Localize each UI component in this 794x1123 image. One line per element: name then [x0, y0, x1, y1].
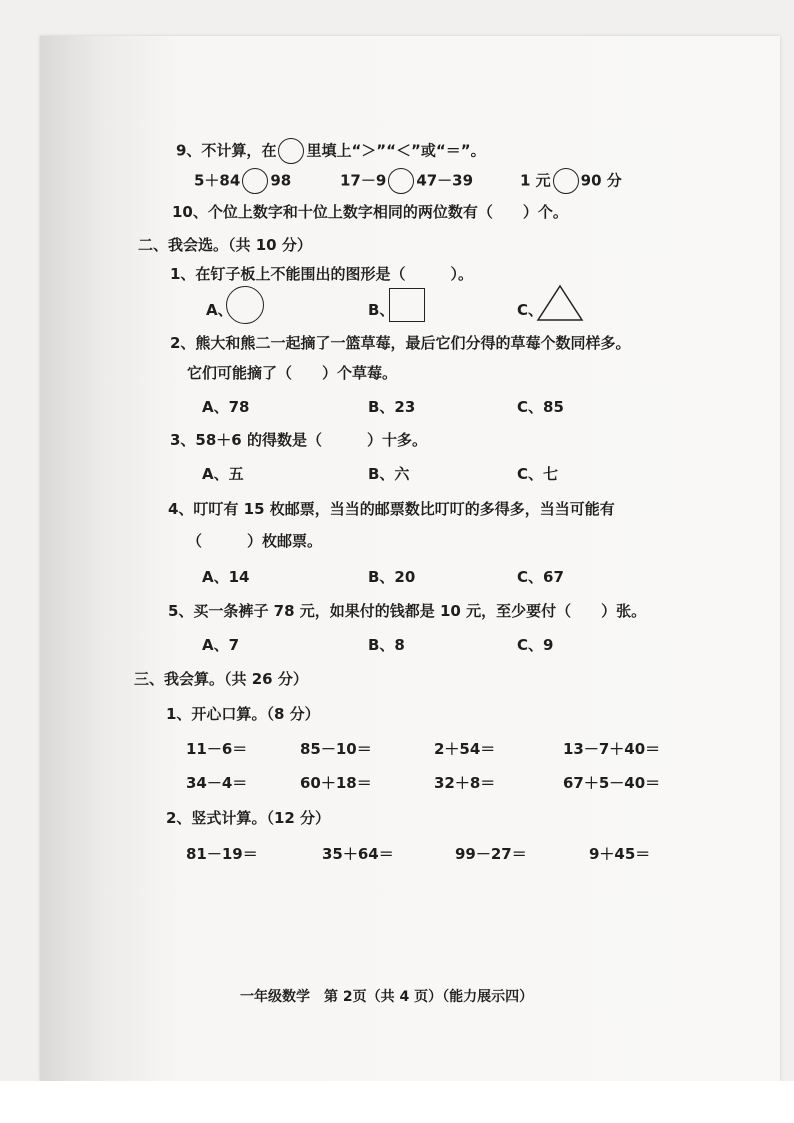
s2-q1-option-b: B、: [368, 301, 395, 319]
calc-r1-c1: 11－6＝: [186, 740, 248, 758]
s2-q2-option-c: C、85: [517, 398, 564, 416]
s3-sub2-title: 2、竖式计算。（12 分）: [166, 809, 331, 827]
s2-q3-option-c: C、七: [517, 465, 559, 483]
q9-text-b: 里填上“＞”“＜”或“＝”。: [306, 141, 486, 160]
calc-r2-c2: 60＋18＝: [300, 774, 372, 792]
answer-circle-icon: [278, 138, 304, 164]
q9-item-3-right: 90 分: [580, 171, 622, 190]
s2-q1-text: 1、在钉子板上不能围出的图形是（ ）。: [170, 265, 473, 283]
q9-item-3-left: 1 元: [520, 171, 551, 190]
q9-item-2: [340, 168, 473, 194]
calc-r2-c1: 34－4＝: [186, 774, 248, 792]
calc-r1-c4: 13－7＋40＝: [563, 740, 661, 758]
s3-sub1-title: 1、开心口算。（8 分）: [166, 705, 320, 723]
q9-item-1-left: 5＋84: [194, 171, 241, 190]
q9-text-a: 9、不计算，在: [176, 141, 277, 160]
s2-q1-option-c: C、: [517, 301, 544, 319]
q10: 10、个位上数字和十位上数字相同的两位数有（ ）个。: [172, 203, 568, 221]
s2-q4-option-c: C、67: [517, 568, 564, 586]
s2-q5-text: 5、买一条裤子 78 元，如果付的钱都是 10 元，至少要付（ ）张。: [168, 602, 647, 620]
section2-title: 二、我会选。（共 10 分）: [138, 236, 312, 254]
page-footer: 一年级数学 第 2页（共 4 页）（能力展示四）: [240, 989, 534, 1005]
s2-q5-option-b: B、8: [368, 636, 405, 654]
s2-q3-text: 3、58＋6 的得数是（ ）十多。: [170, 431, 427, 449]
calc-r1-c2: 85－10＝: [300, 740, 372, 758]
calc-r2-c4: 67＋5－40＝: [563, 774, 661, 792]
s2-q5-option-a: A、7: [202, 636, 240, 654]
bottom-margin: [0, 1081, 794, 1123]
q9-item-1: [194, 168, 291, 194]
q9-item-1-right: 98: [270, 171, 292, 190]
s2-q2-option-b: B、23: [368, 398, 416, 416]
q9-instruction: [176, 138, 486, 164]
s2-q2-line1: 2、熊大和熊二一起摘了一篮草莓，最后它们分得的草莓个数同样多。: [170, 334, 631, 352]
calc-r3-c1: 81－19＝: [186, 845, 258, 863]
triangle-shape-icon: [536, 284, 584, 322]
s2-q4-line1: 4、叮叮有 15 枚邮票，当当的邮票数比叮叮的多得多，当当可能有: [168, 500, 615, 518]
circle-shape-icon: [226, 286, 264, 324]
q9-item-2-right: 47－39: [416, 171, 474, 190]
q9-item-2-left: 17－9: [340, 171, 387, 190]
calc-r3-c4: 9＋45＝: [589, 845, 651, 863]
calc-r2-c3: 32＋8＝: [434, 774, 496, 792]
answer-circle-icon: [388, 168, 414, 194]
s2-q1-option-a: A、: [206, 301, 233, 319]
s2-q3-option-a: A、五: [202, 465, 244, 483]
s2-q2-option-a: A、78: [202, 398, 250, 416]
q9-item-3: [520, 168, 622, 194]
s2-q2-line2: 它们可能摘了（ ）个草莓。: [187, 364, 398, 382]
calc-r3-c2: 35＋64＝: [322, 845, 394, 863]
calc-r3-c3: 99－27＝: [455, 845, 527, 863]
calc-r1-c3: 2＋54＝: [434, 740, 496, 758]
square-shape-icon: [389, 288, 425, 322]
s2-q3-option-b: B、六: [368, 465, 410, 483]
s2-q4-option-a: A、14: [202, 568, 250, 586]
section3-title: 三、我会算。（共 26 分）: [134, 670, 308, 688]
s2-q5-option-c: C、9: [517, 636, 554, 654]
s2-q4-option-b: B、20: [368, 568, 416, 586]
answer-circle-icon: [242, 168, 268, 194]
answer-circle-icon: [553, 168, 579, 194]
s2-q4-line2: （ ）枚邮票。: [187, 532, 323, 550]
